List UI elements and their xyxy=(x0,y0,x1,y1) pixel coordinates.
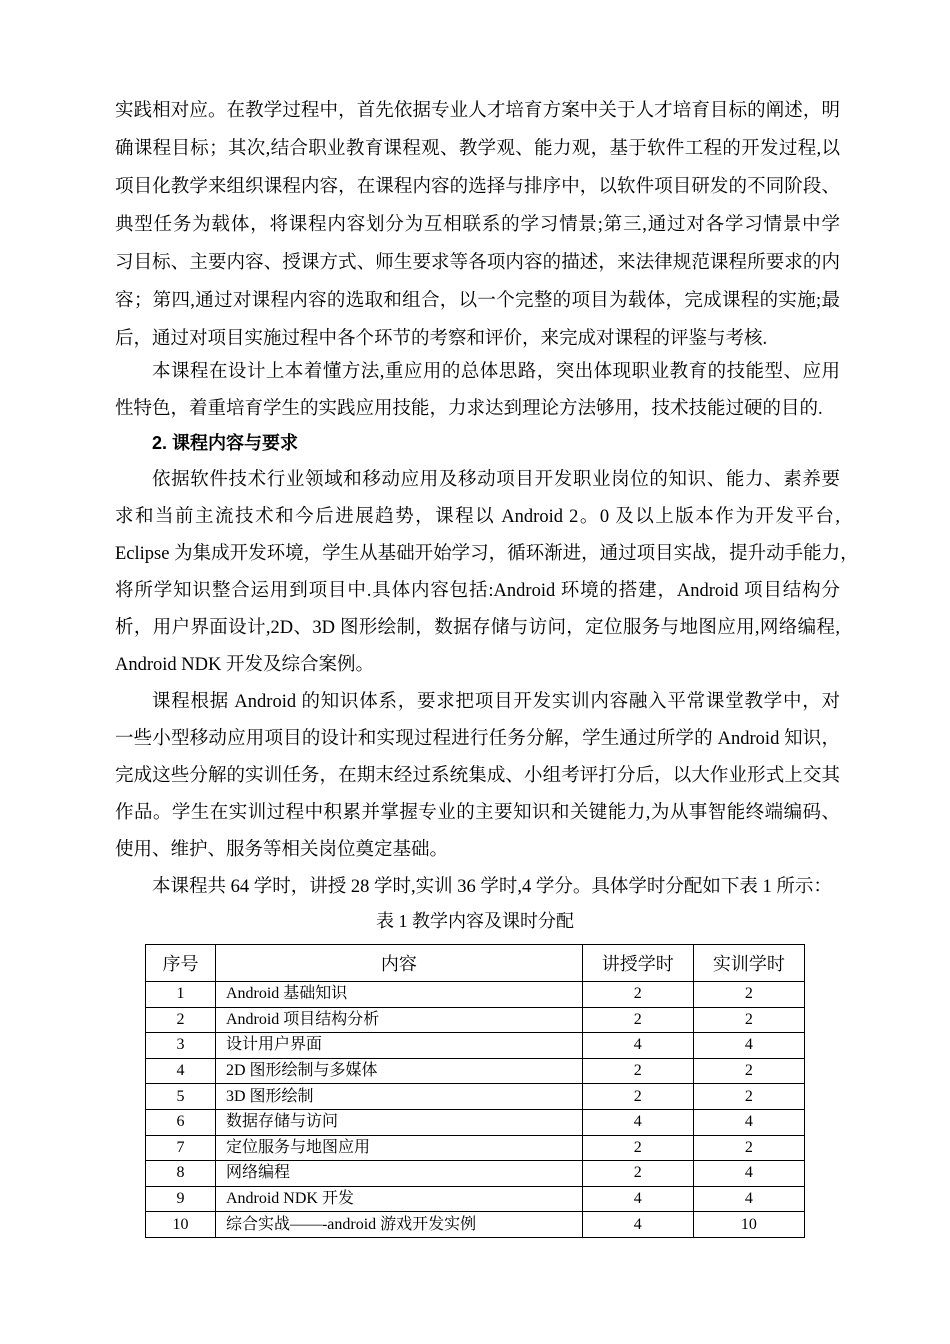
cell-no: 7 xyxy=(146,1135,216,1161)
paragraph-line: 作品。学生在实训过程中积累并掌握专业的主要知识和关键能力,为从事智能终端编码、 xyxy=(115,803,840,823)
paragraph-line: 课程根据 Android 的知识体系，要求把项目开发实训内容融入平常课堂教学中，对 xyxy=(152,692,840,712)
paragraph-line: 将所学知识整合运用到项目中.具体内容包括:Android 环境的搭建，Android 项目结构分 xyxy=(115,581,840,601)
table-row xyxy=(146,1135,805,1161)
cell-no: 3 xyxy=(146,1033,216,1059)
cell-lab: 4 xyxy=(693,1186,804,1212)
cell-content: 2D 图形绘制与多媒体 xyxy=(215,1058,582,1084)
section-heading: 2. 课程内容与要求 xyxy=(152,433,299,453)
cell-content: Android 项目结构分析 xyxy=(215,1007,582,1033)
header-lecture-hours: 讲授学时 xyxy=(582,945,693,982)
cell-no: 2 xyxy=(146,1007,216,1033)
paragraph-line: 典型任务为载体，将课程内容划分为互相联系的学习情景;第三,通过对各学习情景中学 xyxy=(115,215,840,235)
cell-lecture: 4 xyxy=(582,1186,693,1212)
table-row xyxy=(146,1058,805,1084)
cell-content: 设计用户界面 xyxy=(215,1033,582,1059)
cell-content: 3D 图形绘制 xyxy=(215,1084,582,1110)
cell-content: Android NDK 开发 xyxy=(215,1186,582,1212)
cell-lab: 2 xyxy=(693,1135,804,1161)
cell-lecture: 2 xyxy=(582,1007,693,1033)
cell-content: 定位服务与地图应用 xyxy=(215,1135,582,1161)
cell-lab: 2 xyxy=(693,1084,804,1110)
course-hours-table xyxy=(145,944,805,1238)
cell-lecture: 2 xyxy=(582,1058,693,1084)
table-caption: 表 1 教学内容及课时分配 xyxy=(376,911,574,931)
paragraph-line: 析，用户界面设计,2D、3D 图形绘制，数据存储与访问，定位服务与地图应用,网络编程, xyxy=(115,618,840,638)
paragraph-line: 项目化教学来组织课程内容，在课程内容的选择与排序中，以软件项目研发的不同阶段、 xyxy=(115,177,840,197)
paragraph-line: 本课程共 64 学时，讲授 28 学时,实训 36 学时,4 学分。具体学时分配如下表 1 所示： xyxy=(152,877,832,897)
cell-lecture: 2 xyxy=(582,1161,693,1187)
cell-content: Android 基础知识 xyxy=(215,982,582,1008)
paragraph-line: 性特色，着重培育学生的实践应用技能，力求达到理论方法够用，技术技能过硬的目的. xyxy=(115,399,823,419)
paragraph-line: 使用、维护、服务等相关岗位奠定基础。 xyxy=(115,840,449,860)
cell-no: 6 xyxy=(146,1109,216,1135)
paragraph-line: 实践相对应。在教学过程中，首先依据专业人才培育方案中关于人才培育目标的阐述，明 xyxy=(115,101,840,121)
cell-lecture: 2 xyxy=(582,1084,693,1110)
cell-lab: 2 xyxy=(693,1058,804,1084)
paragraph-line: 习目标、主要内容、授课方式、师生要求等各项内容的描述，来法律规范课程所要求的内 xyxy=(115,253,840,273)
table-row xyxy=(146,1109,805,1135)
cell-content: 网络编程 xyxy=(215,1161,582,1187)
cell-lab: 4 xyxy=(693,1033,804,1059)
cell-no: 10 xyxy=(146,1212,216,1238)
table-row xyxy=(146,1007,805,1033)
table-row xyxy=(146,1212,805,1238)
paragraph-line: 求和当前主流技术和今后进展趋势，课程以 Android 2。0 及以上版本作为开发平台, xyxy=(115,507,840,527)
paragraph-line: 完成这些分解的实训任务，在期末经过系统集成、小组考评打分后，以大作业形式上交其 xyxy=(115,766,840,786)
table-header-row xyxy=(146,945,805,982)
cell-content: 数据存储与访问 xyxy=(215,1109,582,1135)
cell-content: 综合实战——-android 游戏开发实例 xyxy=(215,1212,582,1238)
header-no: 序号 xyxy=(146,945,216,982)
cell-lab: 4 xyxy=(693,1109,804,1135)
cell-no: 9 xyxy=(146,1186,216,1212)
cell-lecture: 4 xyxy=(582,1033,693,1059)
cell-lab: 2 xyxy=(693,1007,804,1033)
paragraph-line: Eclipse 为集成开发环境，学生从基础开始学习，循环渐进，通过项目实战，提升动手能力， xyxy=(115,544,859,564)
cell-lab: 10 xyxy=(693,1212,804,1238)
cell-lab: 2 xyxy=(693,982,804,1008)
table-row xyxy=(146,1161,805,1187)
cell-lecture: 4 xyxy=(582,1212,693,1238)
cell-no: 5 xyxy=(146,1084,216,1110)
paragraph-line: 一些小型移动应用项目的设计和实现过程进行任务分解，学生通过所学的 Android 知识， xyxy=(115,729,840,749)
header-lab-hours: 实训学时 xyxy=(693,945,804,982)
paragraph-line: 容；第四,通过对课程内容的选取和组合，以一个完整的项目为载体，完成课程的实施;最 xyxy=(115,291,840,311)
cell-lecture: 2 xyxy=(582,982,693,1008)
cell-lab: 4 xyxy=(693,1161,804,1187)
paragraph-line: 确课程目标；其次,结合职业教育课程观、教学观、能力观，基于软件工程的开发过程,以 xyxy=(115,139,840,159)
paragraph-line: 依据软件技术行业领域和移动应用及移动项目开发职业岗位的知识、能力、素养要 xyxy=(152,470,840,490)
header-content: 内容 xyxy=(215,945,582,982)
paragraph-line: Android NDK 开发及综合案例。 xyxy=(115,655,374,675)
cell-no: 1 xyxy=(146,982,216,1008)
paragraph-line: 本课程在设计上本着懂方法,重应用的总体思路，突出体现职业教育的技能型、应用 xyxy=(152,362,840,382)
cell-lecture: 2 xyxy=(582,1135,693,1161)
table-row xyxy=(146,1084,805,1110)
table-row xyxy=(146,1186,805,1212)
table-row xyxy=(146,1033,805,1059)
cell-no: 4 xyxy=(146,1058,216,1084)
cell-lecture: 4 xyxy=(582,1109,693,1135)
paragraph-line: 后，通过对项目实施过程中各个环节的考察和评价，来完成对课程的评鉴与考核. xyxy=(115,329,768,349)
table-row xyxy=(146,982,805,1008)
cell-no: 8 xyxy=(146,1161,216,1187)
